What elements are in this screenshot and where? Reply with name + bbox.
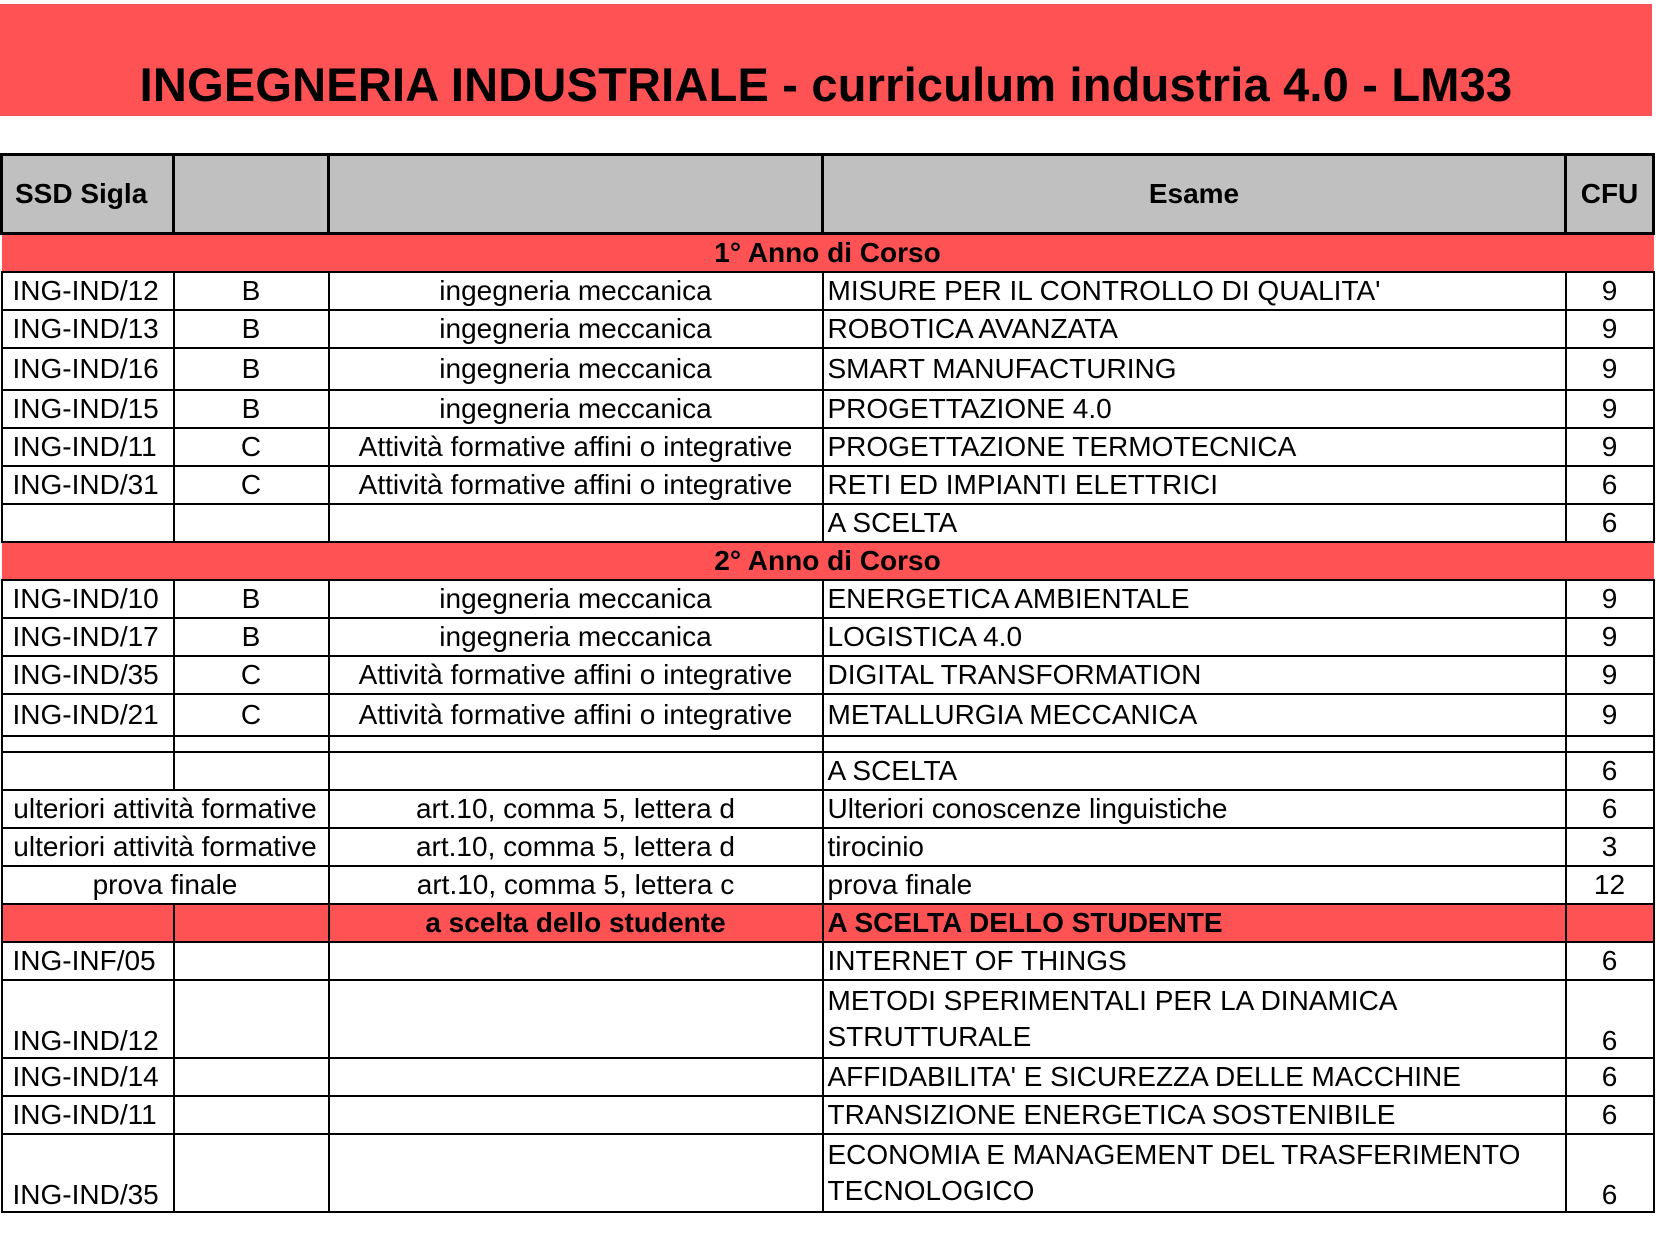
area-cell	[329, 504, 823, 542]
year2-label: 2° Anno di Corso	[2, 542, 1654, 580]
sigla-cell: B	[174, 348, 329, 390]
exam-cell: PROGETTAZIONE 4.0	[823, 390, 1566, 428]
cfu-cell: 6	[1566, 790, 1654, 828]
year1-section	[2, 234, 1654, 273]
cfu-cell: 12	[1566, 866, 1654, 904]
sigla-cell	[174, 504, 329, 542]
table-row	[2, 752, 1654, 790]
area-cell: ingegneria meccanica	[329, 310, 823, 348]
exam-cell: LOGISTICA 4.0	[823, 618, 1566, 656]
cfu-cell: 9	[1566, 656, 1654, 694]
year2-section	[2, 542, 1654, 580]
empty-cell	[329, 1096, 823, 1134]
sigla-cell: C	[174, 428, 329, 466]
area-cell: ingegneria meccanica	[329, 272, 823, 310]
exam-cell: A SCELTA	[823, 752, 1566, 790]
table-row	[2, 980, 1654, 1058]
title-banner	[0, 4, 1652, 116]
activity-label-cell: ulteriori attività formative	[2, 828, 329, 866]
curriculum-table	[0, 153, 1655, 1213]
cfu-cell: 6	[1566, 1096, 1654, 1134]
table-row	[2, 656, 1654, 694]
header-blank-1	[174, 155, 329, 234]
empty-cell	[329, 736, 823, 752]
exam-cell: ECONOMIA E MANAGEMENT DEL TRASFERIMENTO TECNOLOGICO	[823, 1134, 1566, 1212]
table-row	[2, 466, 1654, 504]
table-row	[2, 618, 1654, 656]
cfu-cell: 9	[1566, 428, 1654, 466]
sigla-cell: B	[174, 272, 329, 310]
table-row	[2, 428, 1654, 466]
ssd-cell: ING-IND/15	[2, 390, 174, 428]
exam-cell: METALLURGIA MECCANICA	[823, 694, 1566, 736]
empty-cell	[174, 1058, 329, 1096]
table-row	[2, 310, 1654, 348]
ssd-cell: ING-IND/17	[2, 618, 174, 656]
area-cell: art.10, comma 5, lettera d	[329, 790, 823, 828]
area-cell: Attività formative affini o integrative	[329, 428, 823, 466]
ssd-cell: ING-IND/14	[2, 1058, 174, 1096]
cfu-cell: 6	[1566, 942, 1654, 980]
empty-cell	[2, 736, 174, 752]
exam-cell: ROBOTICA AVANZATA	[823, 310, 1566, 348]
area-cell: art.10, comma 5, lettera c	[329, 866, 823, 904]
header-esame: Esame	[823, 155, 1566, 234]
empty-cell	[174, 736, 329, 752]
exam-cell: SMART MANUFACTURING	[823, 348, 1566, 390]
cfu-cell: 9	[1566, 390, 1654, 428]
cfu-cell: 6	[1566, 752, 1654, 790]
sigla-cell: C	[174, 656, 329, 694]
empty-cell	[174, 980, 329, 1058]
empty-cell	[329, 980, 823, 1058]
cfu-cell: 6	[1566, 466, 1654, 504]
table-row	[2, 866, 1654, 904]
exam-cell: ENERGETICA AMBIENTALE	[823, 580, 1566, 618]
sigla-cell: B	[174, 618, 329, 656]
table-row	[2, 1134, 1654, 1212]
exam-cell: DIGITAL TRANSFORMATION	[823, 656, 1566, 694]
empty-cell	[174, 942, 329, 980]
sigla-cell: C	[174, 466, 329, 504]
table-header-row	[2, 155, 1654, 234]
ssd-cell: ING-IND/35	[2, 1134, 174, 1212]
exam-cell: Ulteriori conoscenze linguistiche	[823, 790, 1566, 828]
table-row	[2, 694, 1654, 736]
ssd-cell	[2, 504, 174, 542]
area-cell: ingegneria meccanica	[329, 580, 823, 618]
area-cell: Attività formative affini o integrative	[329, 466, 823, 504]
ssd-cell: ING-IND/10	[2, 580, 174, 618]
ssd-cell: ING-IND/12	[2, 980, 174, 1058]
cfu-cell: 6	[1566, 504, 1654, 542]
area-cell: ingegneria meccanica	[329, 390, 823, 428]
table-row	[2, 272, 1654, 310]
exam-cell: tirocinio	[823, 828, 1566, 866]
empty-cell	[329, 942, 823, 980]
empty-cell	[1566, 736, 1654, 752]
header-blank-2	[329, 155, 823, 234]
ssd-cell: ING-IND/21	[2, 694, 174, 736]
cfu-cell: 6	[1566, 1134, 1654, 1212]
empty-cell	[1566, 904, 1654, 942]
table-row	[2, 390, 1654, 428]
activity-label-cell: ulteriori attività formative	[2, 790, 329, 828]
page-title: INGEGNERIA INDUSTRIALE - curriculum industria 4.0 - LM33	[139, 58, 1513, 111]
cfu-cell: 9	[1566, 618, 1654, 656]
table-row	[2, 828, 1654, 866]
empty-cell	[2, 752, 174, 790]
empty-cell	[174, 1096, 329, 1134]
ssd-cell: ING-INF/05	[2, 942, 174, 980]
exam-cell: PROGETTAZIONE TERMOTECNICA	[823, 428, 1566, 466]
cfu-cell: 9	[1566, 310, 1654, 348]
table-row	[2, 580, 1654, 618]
cfu-cell: 9	[1566, 272, 1654, 310]
empty-cell	[329, 1058, 823, 1096]
ssd-cell: ING-IND/31	[2, 466, 174, 504]
sigla-cell: B	[174, 310, 329, 348]
table-row	[2, 1096, 1654, 1134]
area-cell: art.10, comma 5, lettera d	[329, 828, 823, 866]
exam-cell: A SCELTA	[823, 504, 1566, 542]
table-row	[2, 1058, 1654, 1096]
exam-cell: INTERNET OF THINGS	[823, 942, 1566, 980]
empty-cell	[174, 752, 329, 790]
cfu-cell: 6	[1566, 980, 1654, 1058]
empty-cell	[329, 752, 823, 790]
spacer-row	[2, 736, 1654, 752]
empty-cell	[329, 1134, 823, 1212]
area-cell: Attività formative affini o integrative	[329, 656, 823, 694]
exam-cell: RETI ED IMPIANTI ELETTRICI	[823, 466, 1566, 504]
table-row	[2, 504, 1654, 542]
cfu-cell: 9	[1566, 694, 1654, 736]
exam-cell: MISURE PER IL CONTROLLO DI QUALITA'	[823, 272, 1566, 310]
cfu-cell: 9	[1566, 580, 1654, 618]
year1-label: 1° Anno di Corso	[2, 234, 1654, 273]
ssd-cell: ING-IND/12	[2, 272, 174, 310]
ssd-cell: ING-IND/16	[2, 348, 174, 390]
table-row	[2, 348, 1654, 390]
cfu-cell: 6	[1566, 1058, 1654, 1096]
ssd-cell: ING-IND/11	[2, 428, 174, 466]
area-cell: ingegneria meccanica	[329, 618, 823, 656]
exam-cell: METODI SPERIMENTALI PER LA DINAMICA STRUTTURALE	[823, 980, 1566, 1058]
table-row	[2, 942, 1654, 980]
area-cell: ingegneria meccanica	[329, 348, 823, 390]
ssd-cell: ING-IND/13	[2, 310, 174, 348]
cfu-cell: 3	[1566, 828, 1654, 866]
electives-section	[2, 904, 1654, 942]
exam-cell: TRANSIZIONE ENERGETICA SOSTENIBILE	[823, 1096, 1566, 1134]
electives-area-label: a scelta dello studente	[329, 904, 823, 942]
header-cfu: CFU	[1566, 155, 1654, 234]
sigla-cell: C	[174, 694, 329, 736]
cfu-cell: 9	[1566, 348, 1654, 390]
table-row	[2, 790, 1654, 828]
electives-exam-label: A SCELTA DELLO STUDENTE	[823, 904, 1566, 942]
ssd-cell: ING-IND/11	[2, 1096, 174, 1134]
sigla-cell: B	[174, 580, 329, 618]
exam-cell: prova finale	[823, 866, 1566, 904]
area-cell: Attività formative affini o integrative	[329, 694, 823, 736]
header-ssd-sigla: SSD Sigla	[2, 155, 174, 234]
exam-cell: AFFIDABILITA' E SICUREZZA DELLE MACCHINE	[823, 1058, 1566, 1096]
ssd-cell: ING-IND/35	[2, 656, 174, 694]
empty-cell	[2, 904, 174, 942]
empty-cell	[823, 736, 1566, 752]
empty-cell	[174, 904, 329, 942]
empty-cell	[174, 1134, 329, 1212]
sigla-cell: B	[174, 390, 329, 428]
activity-label-cell: prova finale	[2, 866, 329, 904]
